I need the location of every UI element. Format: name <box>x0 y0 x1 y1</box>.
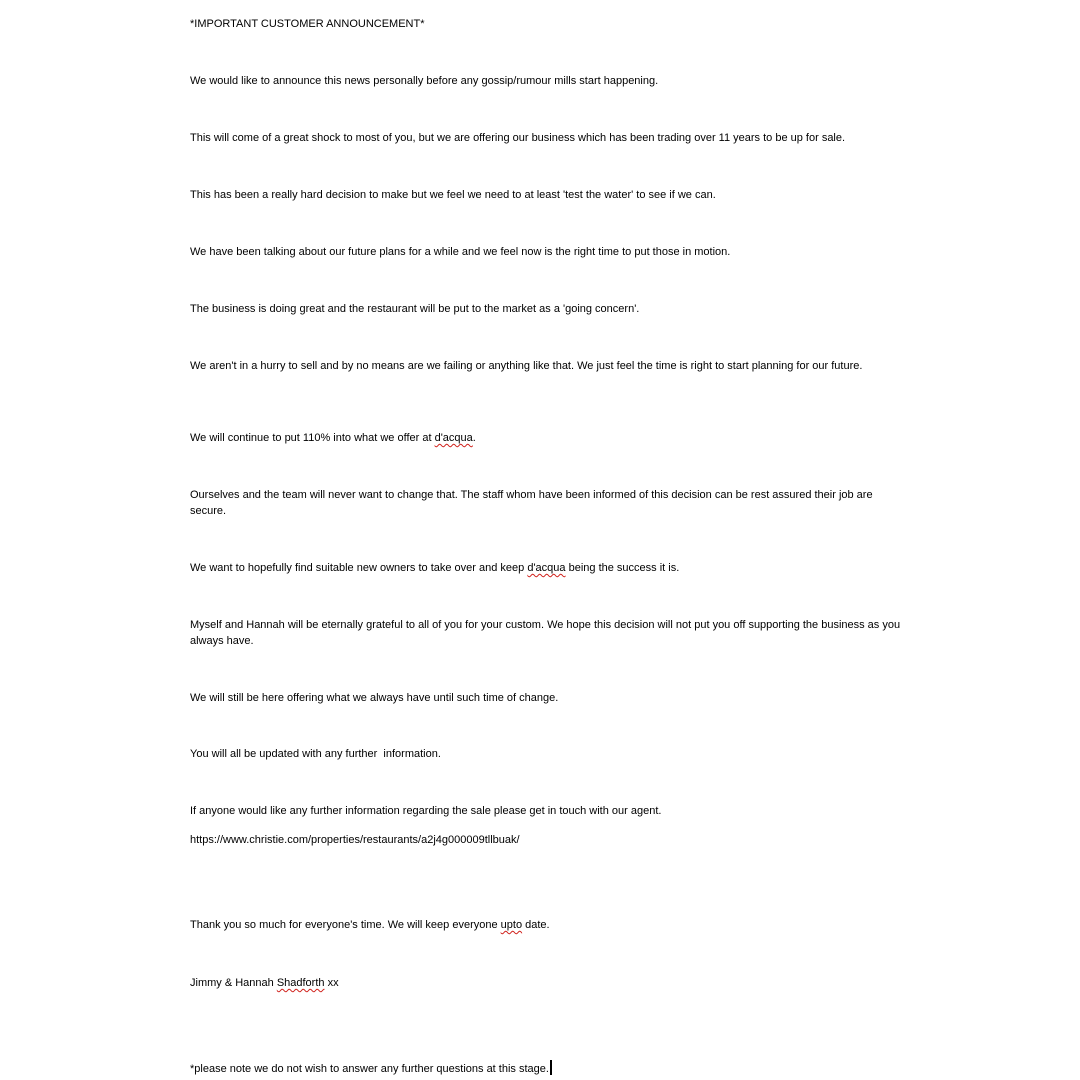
text-run: We want to hopefully find suitable new owners to take over and keep <box>190 562 528 574</box>
text-run: being the success it is. <box>565 562 680 574</box>
spelling-error-word[interactable]: Shadforth <box>276 977 325 989</box>
text-run: Thank you so much for everyone's time. We will keep everyone <box>190 919 501 931</box>
paragraph: You will all be updated with any further information. <box>190 748 441 760</box>
paragraph: Myself and Hannah will be eternally grateful to all of you for your custom. We hope this decision will not put you off supporting the business as you always have. <box>190 619 904 647</box>
paragraph: This will come of a great shock to most of you, but we are offering our business which has been trading over 11 years to be up for sale. <box>190 132 846 144</box>
paragraph: Ourselves and the team will never want to change that. The staff whom have been informed of this decision can be rest assured their job are secure. <box>190 489 876 517</box>
footnote <box>190 1060 910 1077</box>
paragraph: This has been a really hard decision to make but we feel we need to at least 'test the water' to see if we can. <box>190 189 716 201</box>
spelling-error-word[interactable]: d'acqua <box>434 432 473 444</box>
agent-link[interactable]: https://www.christie.com/properties/restaurants/a2j4g000009tllbuak/ <box>190 834 520 846</box>
paragraph: The business is doing great and the restaurant will be put to the market as a 'going concern'. <box>190 303 640 315</box>
announcement-heading: *IMPORTANT CUSTOMER ANNOUNCEMENT* <box>190 18 425 30</box>
paragraph <box>190 917 910 933</box>
signature <box>190 975 910 991</box>
text-run: xx <box>324 977 339 989</box>
spelling-error-word[interactable]: d'acqua <box>527 562 566 574</box>
paragraph: We would like to announce this news personally before any gossip/rumour mills start happening. <box>190 75 659 87</box>
paragraph: We will still be here offering what we always have until such time of change. <box>190 692 559 704</box>
paragraph <box>190 430 910 446</box>
text-run: We will continue to put 110% into what we offer at <box>190 432 435 444</box>
text-run: . <box>472 432 476 444</box>
paragraph: We aren't in a hurry to sell and by no means are we failing or anything like that. We just feel the time is right to start planning for our future. <box>190 360 863 372</box>
text-run: Jimmy & Hannah <box>190 977 277 989</box>
spelling-error-word[interactable]: upto <box>500 919 523 931</box>
text-run: *please note we do not wish to answer any further questions at this stage. <box>190 1063 549 1075</box>
text-cursor <box>550 1060 552 1075</box>
paragraph: If anyone would like any further information regarding the sale please get in touch with our agent. <box>190 805 662 817</box>
paragraph <box>190 560 910 576</box>
paragraph: We have been talking about our future plans for a while and we feel now is the right time to put those in motion. <box>190 246 731 258</box>
text-run: date. <box>522 919 550 931</box>
